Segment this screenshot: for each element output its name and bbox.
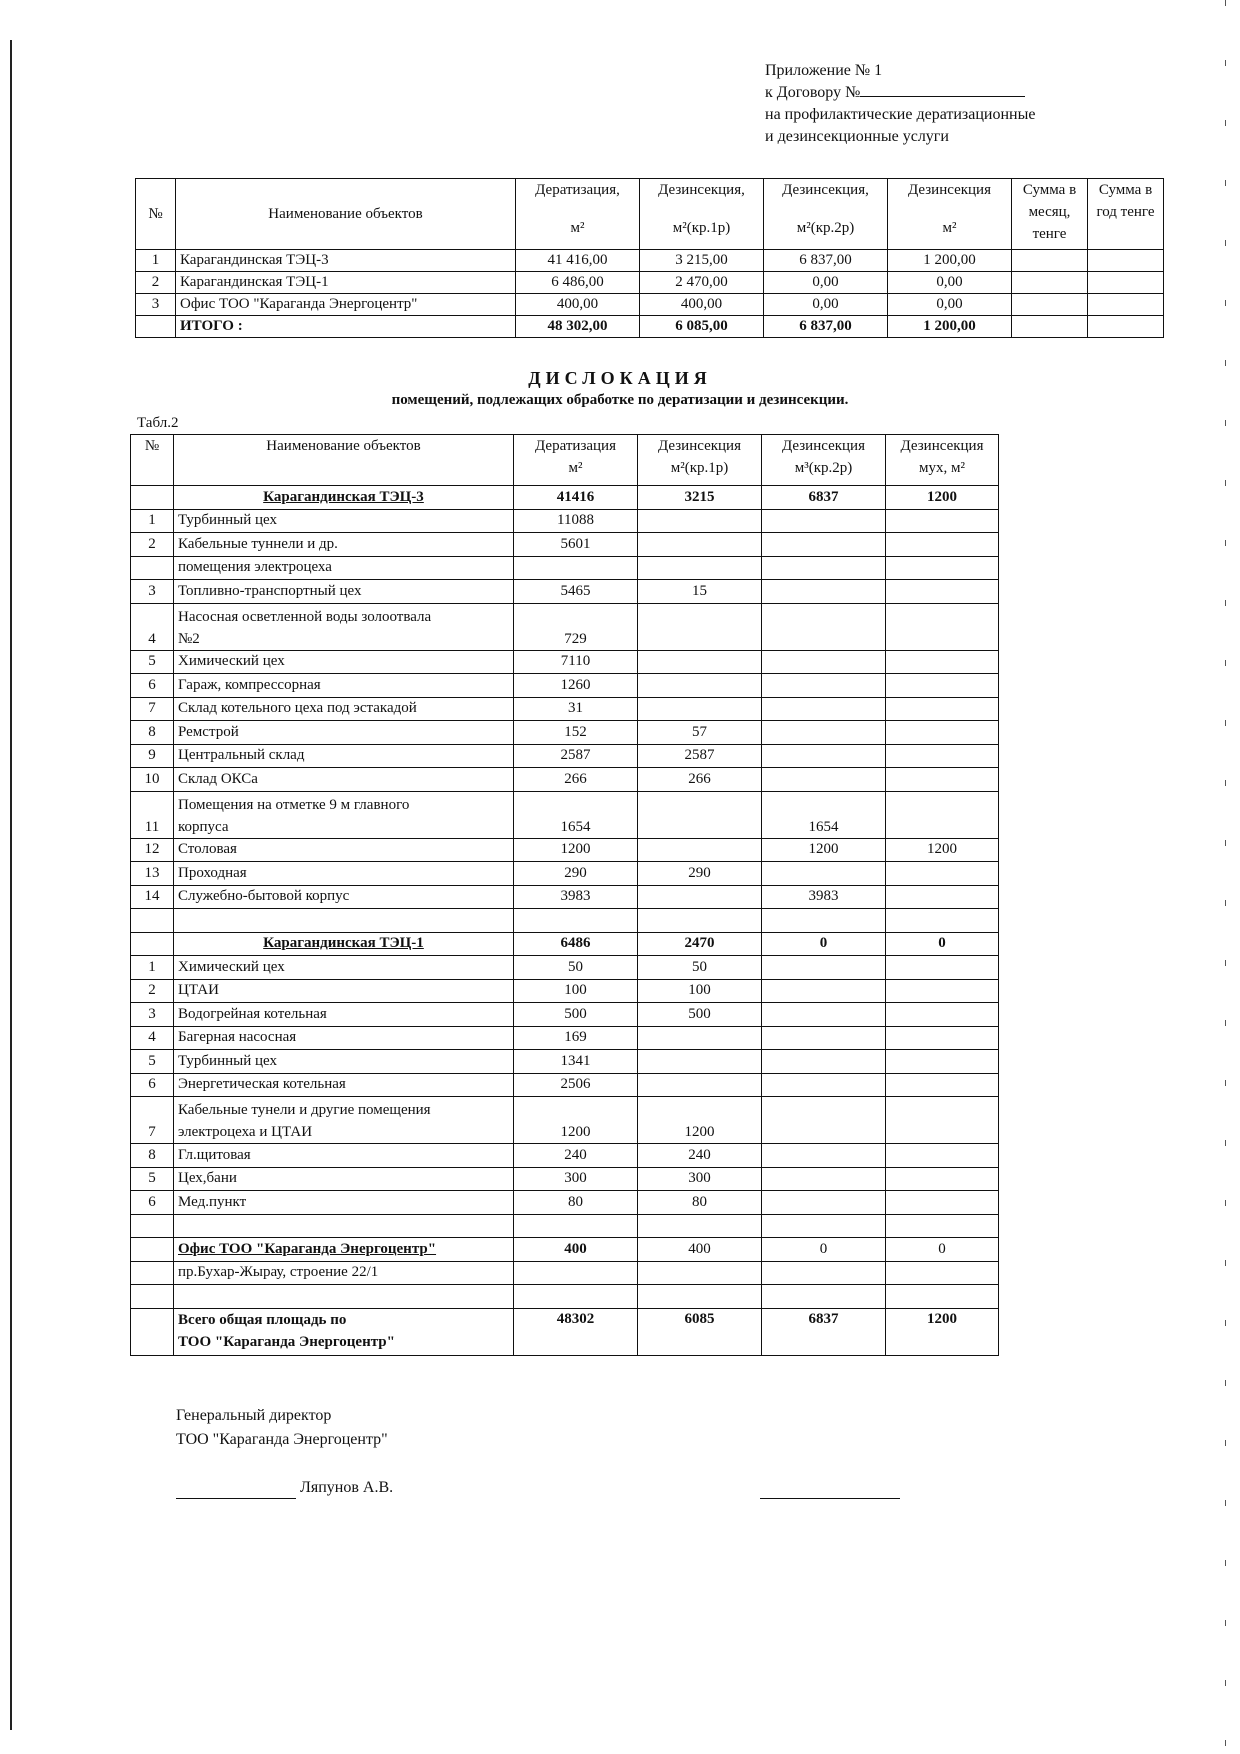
- cell-c3: 0,00: [764, 294, 888, 316]
- cell-c4: 0,00: [888, 294, 1012, 316]
- section-c4: 0: [886, 1238, 999, 1262]
- cell-c3: 0,00: [764, 272, 888, 294]
- signature-position: Генеральный директор: [176, 1407, 332, 1424]
- section-c2: 3215: [638, 486, 762, 510]
- total-c3: 6 837,00: [764, 316, 888, 338]
- empty-row: [131, 1214, 999, 1238]
- cell-c5: [1012, 272, 1088, 294]
- cell-c6: [1088, 294, 1164, 316]
- section-row: [131, 486, 999, 510]
- cell-name: Карагандинская ТЭЦ-1: [176, 272, 516, 294]
- cell-c1: 400,00: [516, 294, 640, 316]
- row-name: Центральный склад: [174, 744, 514, 768]
- dislocation-table: [130, 434, 999, 1356]
- grand-total-c4: 1200: [886, 1308, 999, 1355]
- cell-c3: 6 837,00: [764, 250, 888, 272]
- total-c6: [1088, 316, 1164, 338]
- row-name: Насосная осветленной воды золоотвала №2: [174, 603, 514, 650]
- cell-c4: 1 200,00: [888, 250, 1012, 272]
- row-name: Столовая: [174, 838, 514, 862]
- cell-c1: 6 486,00: [516, 272, 640, 294]
- cell-c2: 2 470,00: [640, 272, 764, 294]
- section-c3: 0: [762, 932, 886, 956]
- table-row: 3 Топливно-транспортный цех 5465 15: [131, 580, 999, 604]
- section-title: Офис ТОО "Караганда Энергоцентр": [174, 1238, 514, 1262]
- row-name: Турбинный цех: [174, 1050, 514, 1074]
- section-c1: 400: [514, 1238, 638, 1262]
- appendix-line-4: и дезинсекционные услуги: [765, 128, 949, 145]
- second-signature-line: [760, 1498, 900, 1499]
- section-c2: 2470: [638, 932, 762, 956]
- section-c4: 1200: [886, 486, 999, 510]
- section-title: Карагандинская ТЭЦ-1: [174, 932, 514, 956]
- table-row: 9 Центральный склад 2587 2587: [131, 744, 999, 768]
- table-row: 5 Химический цех 7110: [131, 650, 999, 674]
- summary-header-c2: Дезинсекция, м²(кр.1р): [640, 179, 764, 250]
- table-row: 5 Цех,бани 300 300: [131, 1167, 999, 1191]
- row-name: Гл.щитовая: [174, 1144, 514, 1168]
- cell-c6: [1088, 272, 1164, 294]
- cell-c6: [1088, 250, 1164, 272]
- table-row: 2 Кабельные туннели и др. 5601: [131, 533, 999, 557]
- header-c2: Дезинсекция м²(кр.1р): [638, 435, 762, 486]
- table-row: 8 Ремстрой 152 57: [131, 721, 999, 745]
- row-name: Водогрейная котельная: [174, 1003, 514, 1027]
- row-name: Багерная насосная: [174, 1026, 514, 1050]
- summary-header-num: №: [136, 179, 176, 250]
- cell-num: [136, 316, 176, 338]
- total-c2: 6 085,00: [640, 316, 764, 338]
- signature-line: [176, 1498, 296, 1499]
- row-name: Склад котельного цеха под эстакадой: [174, 697, 514, 721]
- table-row: 12 Столовая 1200 1200 1200: [131, 838, 999, 862]
- cell-c1: 41 416,00: [516, 250, 640, 272]
- row-name: Кабельные туннели и др.: [174, 533, 514, 557]
- appendix-line-1: Приложение № 1: [765, 62, 883, 79]
- summary-header-row: [136, 179, 1164, 250]
- dislocation-header-row: [131, 435, 999, 486]
- table-row: 3 Водогрейная котельная 500 500: [131, 1003, 999, 1027]
- summary-header-c3: Дезинсекция, м²(кр.2р): [764, 179, 888, 250]
- summary-header-c5: Сумма в месяц, тенге: [1012, 179, 1088, 250]
- grand-total-row: [131, 1308, 999, 1355]
- signature-block: [176, 1404, 388, 1452]
- grand-total-c2: 6085: [638, 1308, 762, 1355]
- row-name: Ремстрой: [174, 721, 514, 745]
- total-c5: [1012, 316, 1088, 338]
- section-title: Карагандинская ТЭЦ-3: [174, 486, 514, 510]
- cell-num: 1: [136, 250, 176, 272]
- table-row: 6 Гараж, компрессорная 1260: [131, 674, 999, 698]
- table-row: 2 ЦТАИ 100 100: [131, 979, 999, 1003]
- contract-number-blank: [860, 82, 1025, 97]
- section-c1: 6486: [514, 932, 638, 956]
- section-row: [131, 1238, 999, 1262]
- cell-name: Карагандинская ТЭЦ-3: [176, 250, 516, 272]
- appendix-line-2: [765, 82, 1035, 104]
- section-c4: 0: [886, 932, 999, 956]
- total-c4: 1 200,00: [888, 316, 1012, 338]
- cell-c2: 400,00: [640, 294, 764, 316]
- cell-c5: [1012, 294, 1088, 316]
- table-row: 4 Насосная осветленной воды золоотвала №2 729: [131, 603, 999, 650]
- table-row: 7 Кабельные тунели и другие помещения электроцеха и ЦТАИ 1200 1200: [131, 1097, 999, 1144]
- table-row: 1 Турбинный цех 11088: [131, 509, 999, 533]
- table-row: 13 Проходная 290 290: [131, 862, 999, 886]
- row-name: Турбинный цех: [174, 509, 514, 533]
- row-name: помещения электроцеха: [174, 556, 514, 580]
- row-name: Химический цех: [174, 956, 514, 980]
- row-name: Проходная: [174, 862, 514, 886]
- cell-c4: 0,00: [888, 272, 1012, 294]
- document-subtitle: помещений, подлежащих обработке по дератизации и дезинсекции.: [391, 392, 849, 408]
- summary-total-row: [136, 316, 1164, 338]
- empty-row: [131, 1285, 999, 1309]
- table-row: 7 Склад котельного цеха под эстакадой 31: [131, 697, 999, 721]
- table-row: 14 Служебно-бытовой корпус 3983 3983: [131, 885, 999, 909]
- table-row: 10 Склад ОКСа 266 266: [131, 768, 999, 792]
- table-row: 6 Мед.пункт 80 80: [131, 1191, 999, 1215]
- summary-header-c6: Сумма в год тенге: [1088, 179, 1164, 250]
- header-name: Наименование объектов: [174, 435, 514, 486]
- row-name: Энергетическая котельная: [174, 1073, 514, 1097]
- table-row: [131, 1261, 999, 1285]
- section-row: [131, 932, 999, 956]
- row-name: Гараж, компрессорная: [174, 674, 514, 698]
- total-label: ИТОГО :: [176, 316, 516, 338]
- cell-c2: 3 215,00: [640, 250, 764, 272]
- cell-num: 2: [136, 272, 176, 294]
- section-c2: 400: [638, 1238, 762, 1262]
- summary-header-c4: Дезинсекция м²: [888, 179, 1012, 250]
- row-name: Кабельные тунели и другие помещения электроцеха и ЦТАИ: [174, 1097, 514, 1144]
- empty-row: [131, 909, 999, 933]
- row-name: Мед.пункт: [174, 1191, 514, 1215]
- grand-total-c3: 6837: [762, 1308, 886, 1355]
- signature-company: ТОО "Караганда Энергоцентр": [176, 1431, 388, 1448]
- row-name: Цех,бани: [174, 1167, 514, 1191]
- row-name: Топливно-транспортный цех: [174, 580, 514, 604]
- header-c3: Дезинсекция м³(кр.2р): [762, 435, 886, 486]
- scan-edge-left: [10, 40, 12, 1730]
- row-name: Склад ОКСа: [174, 768, 514, 792]
- table-row: 6 Энергетическая котельная 2506: [131, 1073, 999, 1097]
- section-c3: 0: [762, 1238, 886, 1262]
- office-address: пр.Бухар-Жырау, строение 22/1: [174, 1261, 514, 1285]
- section-c1: 41416: [514, 486, 638, 510]
- header-num: №: [131, 435, 174, 486]
- document-title: ДИСЛОКАЦИЯ: [528, 368, 712, 388]
- table-row: 1 Химический цех 50 50: [131, 956, 999, 980]
- cell-num: 3: [136, 294, 176, 316]
- table-row: [131, 556, 999, 580]
- row-name: Служебно-бытовой корпус: [174, 885, 514, 909]
- signature-name: Ляпунов А.В.: [300, 1479, 394, 1496]
- grand-total-c1: 48302: [514, 1308, 638, 1355]
- summary-table: [135, 178, 1164, 338]
- appendix-contract-label: к Договору №: [765, 84, 861, 101]
- appendix-line-3: на профилактические дератизационные: [765, 106, 1036, 123]
- table-row: 5 Турбинный цех 1341: [131, 1050, 999, 1074]
- summary-header-c1: Дератизация, м²: [516, 179, 640, 250]
- summary-row: [136, 272, 1164, 294]
- appendix-block: [765, 60, 1035, 148]
- row-name: ЦТАИ: [174, 979, 514, 1003]
- table-row: 8 Гл.щитовая 240 240: [131, 1144, 999, 1168]
- summary-header-name: Наименование объектов: [176, 179, 516, 250]
- row-name: Помещения на отметке 9 м главного корпуса: [174, 791, 514, 838]
- row-name: Химический цех: [174, 650, 514, 674]
- summary-row: [136, 294, 1164, 316]
- section-c3: 6837: [762, 486, 886, 510]
- table-row: 11 Помещения на отметке 9 м главного корпуса 1654 1654: [131, 791, 999, 838]
- header-c4: Дезинсекция мух, м²: [886, 435, 999, 486]
- table-label: Табл.2: [137, 415, 179, 431]
- cell-c5: [1012, 250, 1088, 272]
- table-row: 4 Багерная насосная 169: [131, 1026, 999, 1050]
- total-c1: 48 302,00: [516, 316, 640, 338]
- header-c1: Дератизация м²: [514, 435, 638, 486]
- cell-name: Офис ТОО "Караганда Энергоцентр": [176, 294, 516, 316]
- scan-edge-right: [1225, 0, 1226, 1754]
- grand-total-label: Всего общая площадь по ТОО "Караганда Энергоцентр": [174, 1308, 514, 1355]
- summary-row: [136, 250, 1164, 272]
